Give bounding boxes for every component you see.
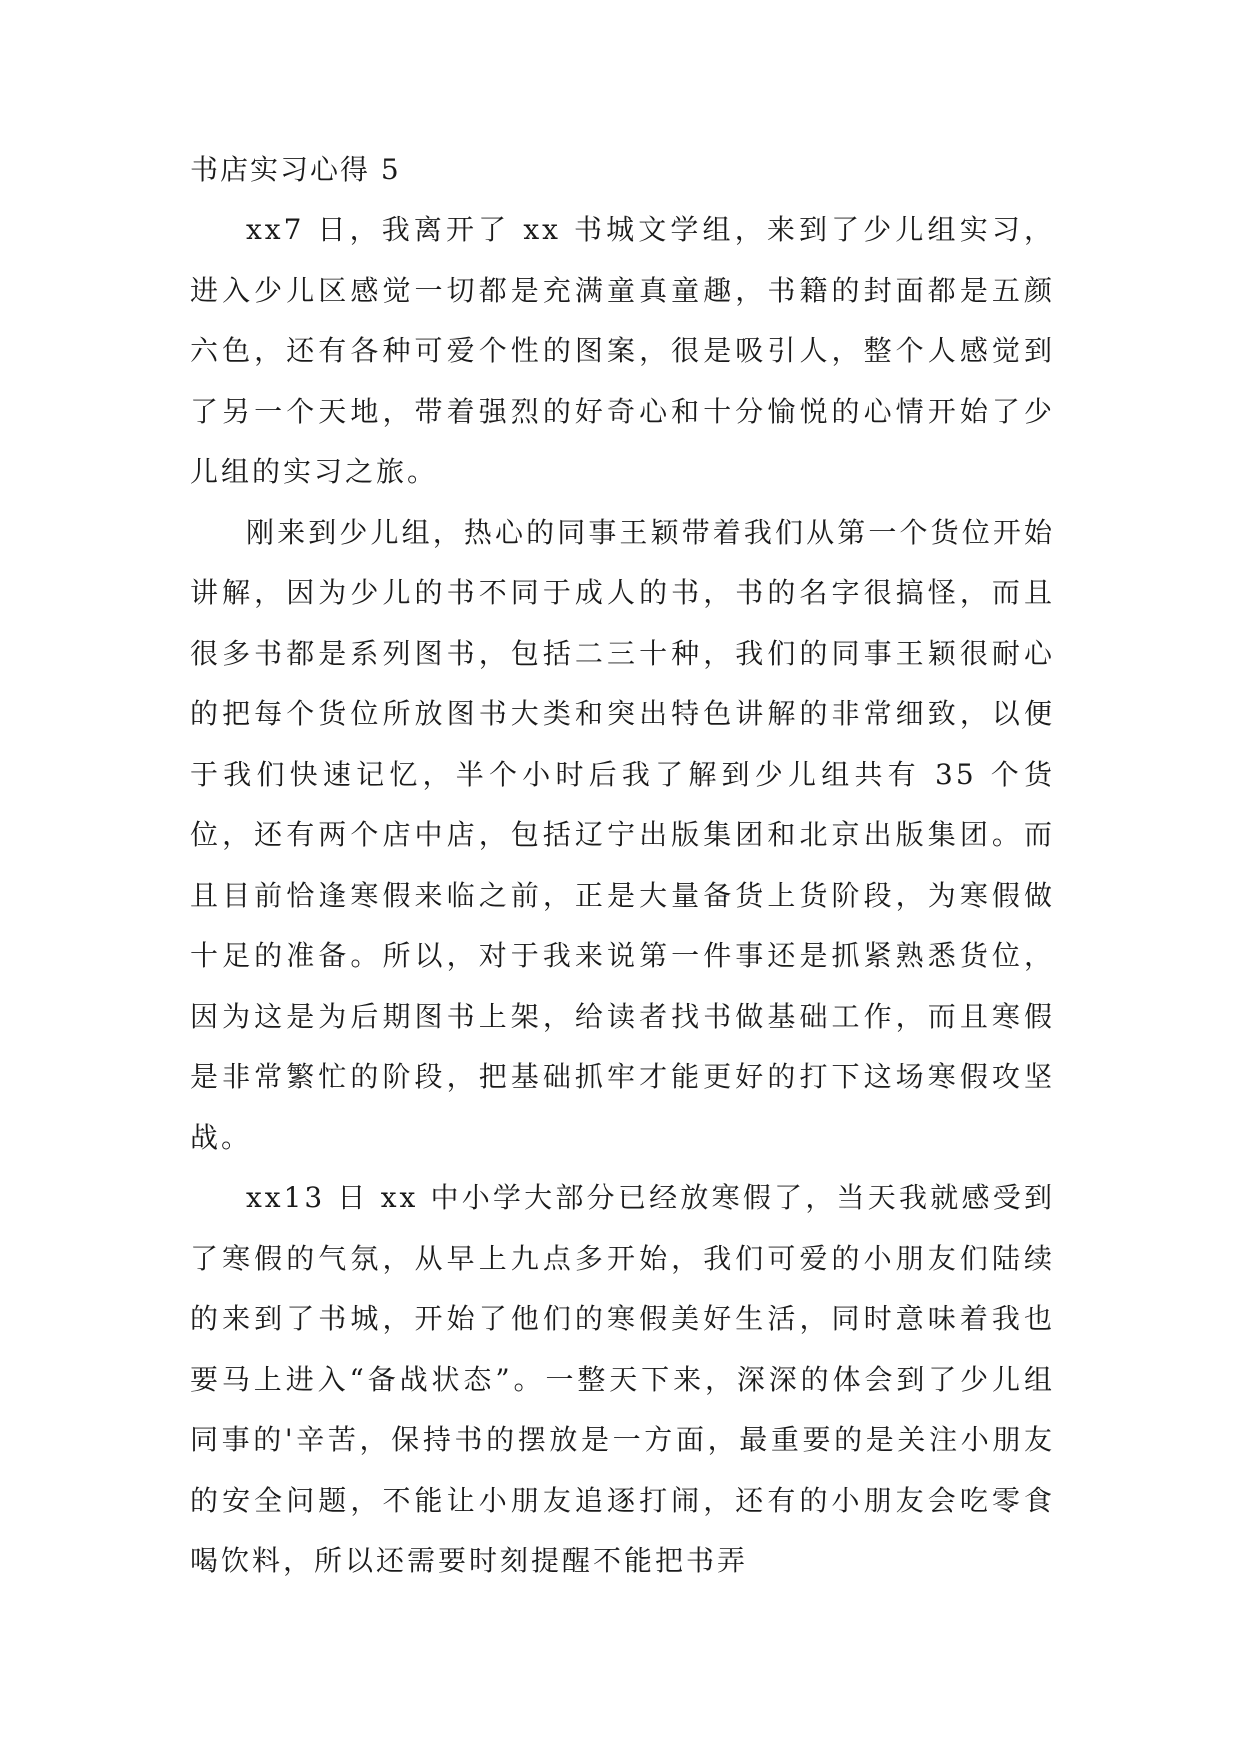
document-title: 书店实习心得 5 (190, 153, 401, 186)
paragraph-1: xx7 日，我离开了 xx 书城文学组，来到了少儿组实习，进入少儿区感觉一切都是充满童真童趣，书籍的封面都是五颜六色，还有各种可爱个性的图案，很是吸引人，整个人感觉到了另一个天地，带着强烈的好奇心和十分愉悦的心情开始了少儿组的实习之旅。 (190, 213, 1055, 488)
paragraph-2: 刚来到少儿组，热心的同事王颖带着我们从第一个货位开始讲解，因为少儿的书不同于成人的书，书的名字很搞怪，而且很多书都是系列图书，包括二三十种，我们的同事王颖很耐心的把每个货位所放图书大类和突出特色讲解的非常细致，以便于我们快速记忆，半个小时后我了解到少儿组共有 35 个货位，还有两个店中店，包括辽宁出版集团和北京出版集团。而且目前恰逢寒假来临之前，正是大量备货上货阶段，为寒假做十足的准备。所以，对于我来说第一件事还是抓紧熟悉货位，因为这是为后期图书上架，给读者找书做基础工作，而且寒假是非常繁忙的阶段，把基础抓牢才能更好的打下这场寒假攻坚战。 (190, 515, 1055, 1154)
document-page (190, 140, 1055, 1592)
paragraph-3: xx13 日 xx 中小学大部分已经放寒假了，当天我就感受到了寒假的气氛，从早上九点多开始，我们可爱的小朋友们陆续的来到了书城，开始了他们的寒假美好生活，同时意味着我也要马上进入“备战状态”。一整天下来，深深的体会到了少儿组同事的'辛苦，保持书的摆放是一方面，最重要的是关注小朋友的安全问题，不能让小朋友追逐打闹，还有的小朋友会吃零食喝饮料，所以还需要时刻提醒不能把书弄 (190, 1181, 1055, 1577)
